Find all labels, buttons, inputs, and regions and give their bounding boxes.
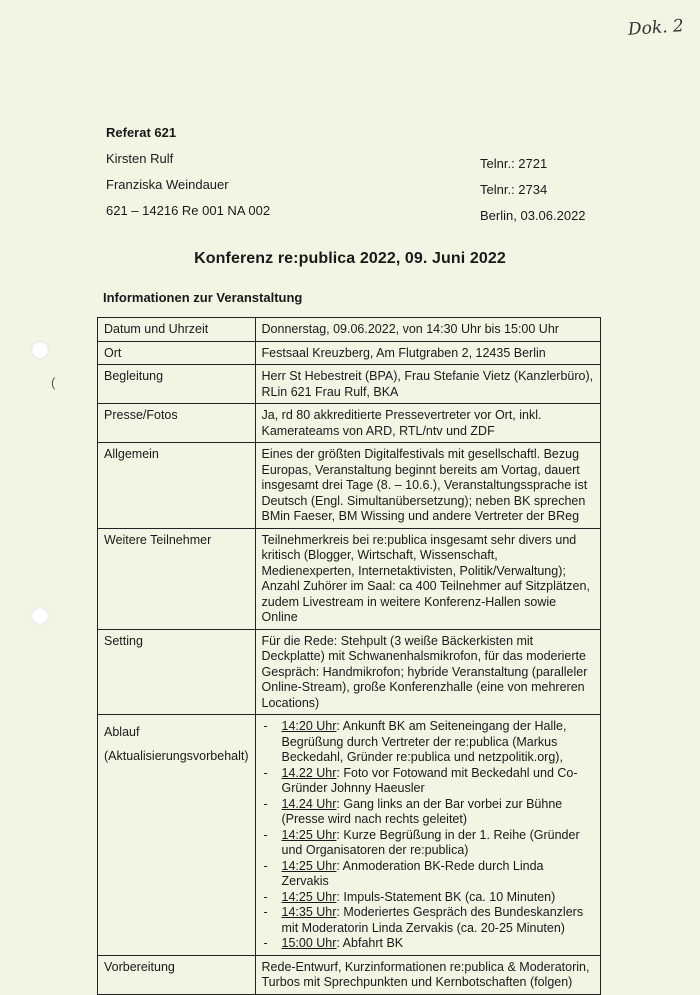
sender-block [106,120,270,224]
schedule-time: 14:25 Uhr [281,858,337,873]
row-value: Eines der größten Digitalfestivals mit gesellschaftl. Bezug Europas, Veranstaltung beginnt bereits am Vortag, dauert insgesamt drei Tage (8. – 10.6.), Veranstaltungssprache ist Deutsch (Engl. Simultanübersetzung); neben BK sprechen BMin Faeser, BM Wissing und andere Vertreter der BReg [255,443,600,529]
table-row [98,443,601,529]
section-heading: Informationen zur Veranstaltung [103,290,303,305]
row-value: Herr St Hebestreit (BPA), Frau Stefanie Vietz (Kanzlerbüro), RLin 621 Frau Rulf, BKA [255,365,600,404]
schedule-item [276,766,594,797]
row-value: Rede-Entwurf, Kurzinformationen re:publica & Moderatorin, Turbos mit Sprechpunkten und Kernbotschaften (folgen) [255,955,600,994]
schedule-item [276,797,594,828]
phone-number: Telnr.: 2721 [480,156,548,171]
schedule-text: : Ankunft BK am Seiteneingang der Halle, Begrüßung durch Vertreter der re:publica (Markus Beckedahl, Gründer re:publica und netzpolitik.org), [281,719,567,764]
row-label: Datum und Uhrzeit [98,318,256,342]
schedule-text: : Impuls-Statement BK (ca. 10 Minuten) [336,889,556,904]
row-value: Ja, rd 80 akkreditierte Pressevertreter vor Ort, inkl. Kamerateams von ARD, RTL/ntv und ZDF [255,404,600,443]
row-value: Für die Rede: Stehpult (3 weiße Bäckerkisten mit Deckplatte) mit Schwanenhalsmikrofon, für das moderierte Gespräch: Handmikrofon; hybride Veranstaltung (paralleler Online-Stream), große Konferenzhalle (eine von mehreren Locations) [255,629,600,715]
schedule-time: 14:25 Uhr [281,889,337,904]
schedule-item [276,905,594,936]
punch-hole [31,607,49,625]
contact-block [480,151,586,229]
schedule-time: 14.24 Uhr [281,796,337,811]
ablauf-sublabel: (Aktualisierungsvorbehalt) [104,748,249,763]
row-label [98,715,256,956]
row-label: Presse/Fotos [98,404,256,443]
margin-mark: ( [51,375,56,390]
row-value: Donnerstag, 09.06.2022, von 14:30 Uhr bis 15:00 Uhr [255,318,600,342]
file-reference: 621 – 14216 Re 001 NA 002 [106,203,271,218]
schedule-time: 14:25 Uhr [281,827,337,842]
phone-number: Telnr.: 2734 [480,182,548,197]
row-value [255,715,600,956]
table-row [98,318,601,342]
table-row [98,404,601,443]
schedule-item [276,859,594,890]
row-value: Festsaal Kreuzberg, Am Flutgraben 2, 12435 Berlin [255,341,600,365]
referat: Referat 621 [106,125,177,140]
schedule-item [276,828,594,859]
sender-name: Franziska Weindauer [106,177,229,192]
table-row [98,955,601,994]
row-value: Teilnehmerkreis bei re:publica insgesamt sehr divers und kritisch (Blogger, Wirtschaft, Wissenschaft, Medienexperten, Internetaktivisten, Politik/Verwaltung); Anzahl Zuhörer im Saal: ca 400 Teilnehmer auf Sitzplätzen, zudem Livestream in weitere Konferenz-Hallen sowie Online [255,528,600,629]
row-label: Ort [98,341,256,365]
sender-name: Kirsten Rulf [106,151,174,166]
schedule-text: : Moderiertes Gespräch des Bundeskanzlers mit Moderatorin Linda Zervakis (ca. 20-25 Minuten) [281,905,584,935]
schedule-item [276,936,594,952]
table-row-ablauf [98,715,601,956]
schedule-time: 15:00 Uhr [281,936,337,950]
row-label: Weitere Teilnehmer [98,528,256,629]
schedule-text: : Kurze Begrüßung in der 1. Reihe (Gründer und Organisatoren der re:publica) [281,827,580,857]
table-row [98,629,601,715]
schedule-text: : Foto vor Fotowand mit Beckedahl und Co-Gründer Johnny Haeusler [281,765,578,795]
schedule-text: : Anmoderation BK-Rede durch Linda Zervakis [281,858,544,888]
ablauf-label: Ablauf [104,725,140,739]
punch-hole [31,341,49,359]
handwritten-doc-mark: Dok. 2 [627,16,685,40]
schedule-time: 14.22 Uhr [281,765,337,780]
row-label: Setting [98,629,256,715]
place-date: Berlin, 03.06.2022 [480,208,586,223]
schedule-time: 14:20 Uhr [281,719,337,733]
row-label: Allgemein [98,443,256,529]
schedule-time: 14:35 Uhr [281,905,337,919]
row-label: Begleitung [98,365,256,404]
schedule-item [276,719,594,766]
schedule-text: : Gang links an der Bar vorbei zur Bühne (Presse wird nach rechts geleitet) [281,796,563,826]
row-label: Vorbereitung [98,955,256,994]
schedule-text: : Abfahrt BK [336,936,404,950]
event-info-table [97,317,601,995]
document-title: Konferenz re:publica 2022, 09. Juni 2022 [194,250,506,267]
table-row [98,528,601,629]
table-row [98,341,601,365]
table-row [98,365,601,404]
schedule-item [276,890,594,906]
schedule-list [262,719,594,952]
